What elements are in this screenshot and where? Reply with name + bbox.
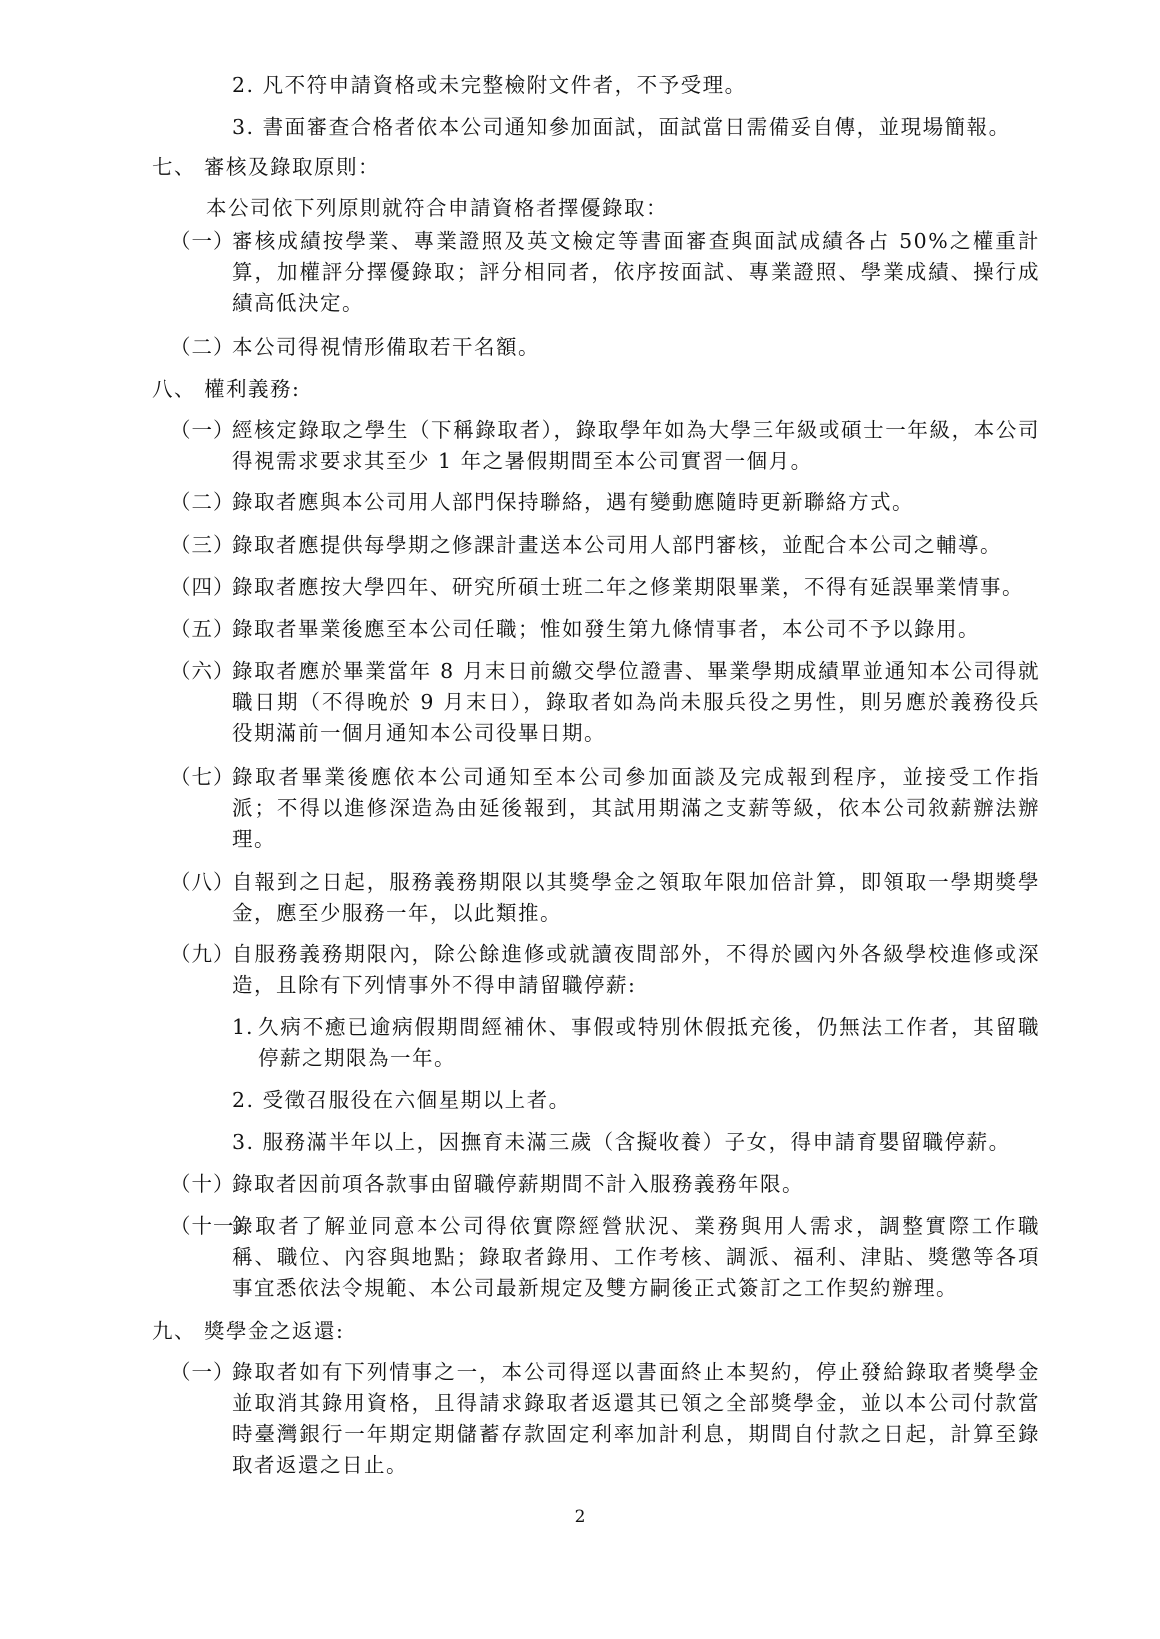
section8-item7-label: （七） — [170, 765, 235, 789]
section8-item11-label: （十一） — [170, 1214, 256, 1238]
section6-item-3: 3. 書面審查合格者依本公司通知參加面試，面試當日需備妥自傳，並現場簡報。 — [232, 115, 1011, 139]
section8-item7-text: 錄取者畢業後應依本公司通知至本公司參加面談及完成報到程序，並接受工作指派；不得以進修深造為由延後報到，其試用期滿之支薪等級，依本公司敘薪辦法辦理。 — [232, 765, 1040, 851]
section7-item1-label: （一） — [170, 229, 235, 253]
section8-item11-text: 錄取者了解並同意本公司得依實際經營狀況、業務與用人需求，調整實際工作職稱、職位、內容與地點；錄取者錄用、工作考核、調派、福利、津貼、獎懲等各項事宜悉依法令規範、本公司最新規定及雙方嗣後正式簽訂之工作契約辦理。 — [232, 1214, 1040, 1300]
page-number: 2 — [574, 1507, 586, 1527]
section8-item2-label: （二） — [170, 490, 235, 514]
section8-item6-label: （六） — [170, 659, 235, 683]
section8-item9-text: 自服務義務期限內，除公餘進修或就讀夜間部外，不得於國內外各級學校進修或深造，且除有下列情事外不得申請留職停薪: — [232, 942, 1040, 997]
section8-item9-sub2: 2. 受徵召服役在六個星期以上者。 — [232, 1088, 571, 1112]
section8-item6-text: 錄取者應於畢業當年 8 月末日前繳交學位證書、畢業學期成績單並通知本公司得就職日期（不得晚於 9 月末日），錄取者如為尚未服兵役之男性，則另應於義務役兵役期滿前一個月通知本公司役畢日期。 — [232, 659, 1040, 745]
section8-item9-sub1-text: 久病不癒已逾病假期間經補休、事假或特別休假抵充後，仍無法工作者，其留職停薪之期限為一年。 — [258, 1015, 1040, 1070]
section8-item9-label: （九） — [170, 942, 235, 966]
section9-item1-text: 錄取者如有下列情事之一，本公司得逕以書面終止本契約，停止發給錄取者獎學金並取消其錄用資格，且得請求錄取者返還其已領之全部獎學金，並以本公司付款當時臺灣銀行一年期定期儲蓄存款固定利率加計利息，期間自付款之日起，計算至錄取者返還之日止。 — [232, 1360, 1040, 1477]
section9-heading: 九、 獎學金之返還: — [152, 1319, 345, 1343]
section8-item9-sub3: 3. 服務滿半年以上，因撫育未滿三歲（含擬收養）子女，得申請育嬰留職停薪。 — [232, 1130, 1011, 1154]
section8-item5-label: （五） — [170, 617, 235, 641]
section7-item1-text: 審核成績按學業、專業證照及英文檢定等書面審查與面試成績各占 50%之權重計算，加權評分擇優錄取；評分相同者，依序按面試、專業證照、學業成績、操行成績高低決定。 — [232, 229, 1040, 315]
section8-item1-label: （一） — [170, 418, 235, 442]
section7-item2-text: 本公司得視情形備取若干名額。 — [232, 335, 540, 359]
section8-item2-text: 錄取者應與本公司用人部門保持聯絡，遇有變動應隨時更新聯絡方式。 — [232, 490, 914, 514]
section8-item10-text: 錄取者因前項各款事由留職停薪期間不計入服務義務年限。 — [232, 1172, 804, 1196]
section8-heading: 八、 權利義務: — [152, 377, 301, 401]
section8-item10-label: （十） — [170, 1172, 235, 1196]
section8-item9-sub1-label: 1. — [232, 1015, 254, 1039]
section8-item8-label: （八） — [170, 870, 235, 894]
section8-item4-label: （四） — [170, 575, 235, 599]
section7-item2-label: （二） — [170, 335, 235, 359]
section7-intro: 本公司依下列原則就符合申請資格者擇優錄取： — [206, 196, 668, 220]
section8-item1-text: 經核定錄取之學生（下稱錄取者），錄取學年如為大學三年級或碩士一年級，本公司得視需求要求其至少 1 年之暑假期間至本公司實習一個月。 — [232, 418, 1040, 473]
section8-item4-text: 錄取者應按大學四年、研究所碩士班二年之修業期限畢業，不得有延誤畢業情事。 — [232, 575, 1024, 599]
section9-item1-label: （一） — [170, 1360, 235, 1384]
section8-item8-text: 自報到之日起，服務義務期限以其獎學金之領取年限加倍計算，即領取一學期獎學金，應至少服務一年，以此類推。 — [232, 870, 1040, 925]
section7-heading: 七、 審核及錄取原則： — [152, 155, 381, 179]
section8-item3-label: （三） — [170, 533, 235, 557]
section6-item-2: 2. 凡不符申請資格或未完整檢附文件者，不予受理。 — [232, 73, 747, 97]
section8-item3-text: 錄取者應提供每學期之修課計畫送本公司用人部門審核，並配合本公司之輔導。 — [232, 533, 1002, 557]
section8-item5-text: 錄取者畢業後應至本公司任職；惟如發生第九條情事者，本公司不予以錄用。 — [232, 617, 980, 641]
